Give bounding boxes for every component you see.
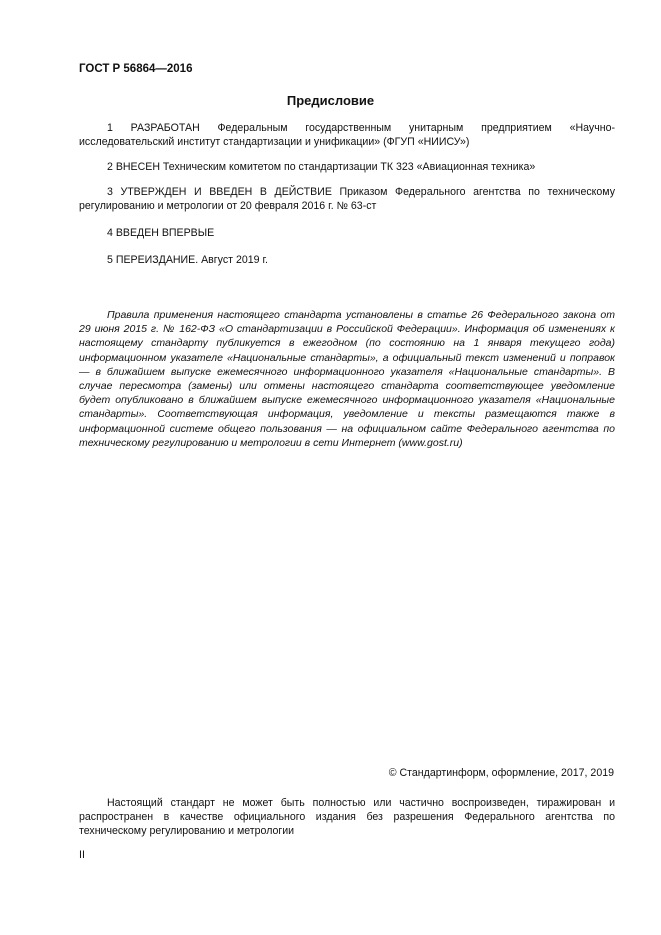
foreword-item-5	[79, 253, 615, 267]
foreword-item-text: 3 УТВЕРЖДЕН И ВВЕДЕН В ДЕЙСТВИЕ Приказом Федерального агентства по техническому регулированию и метрологии от 20 февраля 2016 г. № 63-ст	[79, 186, 615, 212]
foreword-item-text: 5 ПЕРЕИЗДАНИЕ. Август 2019 г.	[107, 254, 268, 266]
application-rules-note: Правила применения настоящего стандарта установлены в статье 26 Федерального закона от 29 июня 2015 г. № 162-ФЗ «О стандартизации в Российской Федерации». Информация об изменениях к настоящему стандарту публикуется в ежегодном (по состоянию на 1 января текущего года) информационном указателе «Национальные стандарты», а официальный текст изменений и поправок — в ближайшем выпуске ежемесячного информационного указателя «Национальные стандарты». В случае пересмотра (замены) или отмены настоящего стандарта соответствующее уведомление будет опубликовано в ближайшем выпуске ежемесячного информационного указателя «Национальные стандарты». Соответствующая информация, уведомление и тексты размещаются также в информационной системе общего пользования — на официальном сайте Федерального агентства по техническому регулированию и метрологии в сети Интернет (www.gost.ru)	[79, 309, 615, 449]
page-number: II	[79, 849, 85, 861]
foreword-item-text: 4 ВВЕДЕН ВПЕРВЫЕ	[107, 227, 215, 239]
foreword-item-text: 1 РАЗРАБОТАН Федеральным государственным унитарным предприятием «Научно-исследовательский институт стандартизации и унификации» (ФГУП «НИИСУ»)	[79, 122, 615, 148]
foreword-item-text: 2 ВНЕСЕН Техническим комитетом по стандартизации ТК 323 «Авиационная техника»	[107, 161, 536, 173]
reproduction-notice: Настоящий стандарт не может быть полностью или частично воспроизведен, тиражирован и распространен в качестве официального издания без разрешения Федерального агентства по техническому регулированию и метрологии	[79, 797, 615, 837]
page-title: Предисловие	[286, 93, 375, 108]
foreword-item-3	[79, 185, 615, 213]
document-code: ГОСТ Р 56864—2016	[79, 63, 193, 75]
foreword-item-4	[79, 226, 615, 240]
copyright-line: © Стандартинформ, оформление, 2017, 2019	[388, 767, 614, 779]
foreword-item-2	[79, 160, 615, 174]
foreword-item-1	[79, 121, 615, 149]
